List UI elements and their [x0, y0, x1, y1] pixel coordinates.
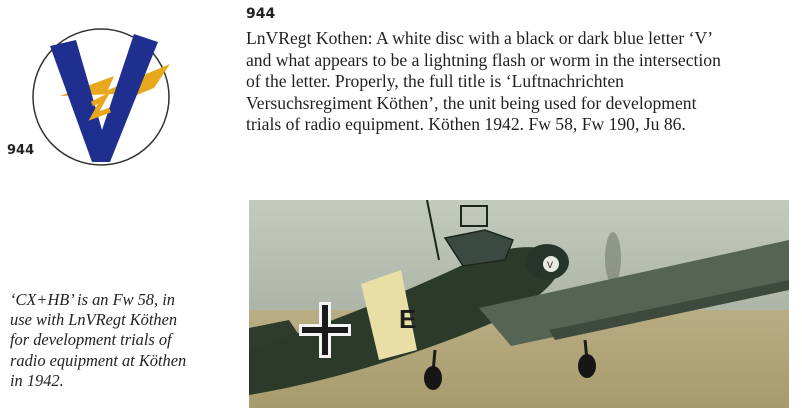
aircraft-photo: [249, 200, 789, 408]
caption-line: in 1942.: [10, 370, 64, 390]
entry-line: and what appears to be a lightning flash or worm in the intersection: [246, 49, 721, 70]
v-lightning-emblem-icon: [30, 26, 172, 168]
fw58-aircraft-illustration: [249, 200, 789, 408]
emblem-number: 944: [7, 143, 35, 158]
entry-number: 944: [246, 6, 276, 22]
caption-line: use with LnVRegt Köthen: [10, 310, 178, 330]
photo-caption: [10, 290, 242, 391]
caption-line: radio equipment at Köthen: [10, 350, 187, 370]
entry-line: of the letter. Properly, the full title is ‘Luftnachrichten: [246, 71, 624, 91]
caption-line: for development trials of: [10, 330, 172, 350]
caption-line: ‘CX+HB’ is an Fw 58, in: [10, 290, 175, 309]
fuselage-code: E: [399, 304, 417, 334]
entry-line: LnVRegt Kothen: A white disc with a black or dark blue letter ‘V’: [246, 28, 714, 48]
svg-text:V: V: [547, 260, 554, 270]
entry-line: Versuchsregiment Köthen’, the unit being used for development: [246, 92, 697, 113]
entry-description: [246, 28, 792, 136]
entry-line: trials of radio equipment. Köthen 1942. Fw 58, Fw 190, Ju 86.: [246, 114, 686, 134]
unit-emblem: [30, 26, 172, 168]
